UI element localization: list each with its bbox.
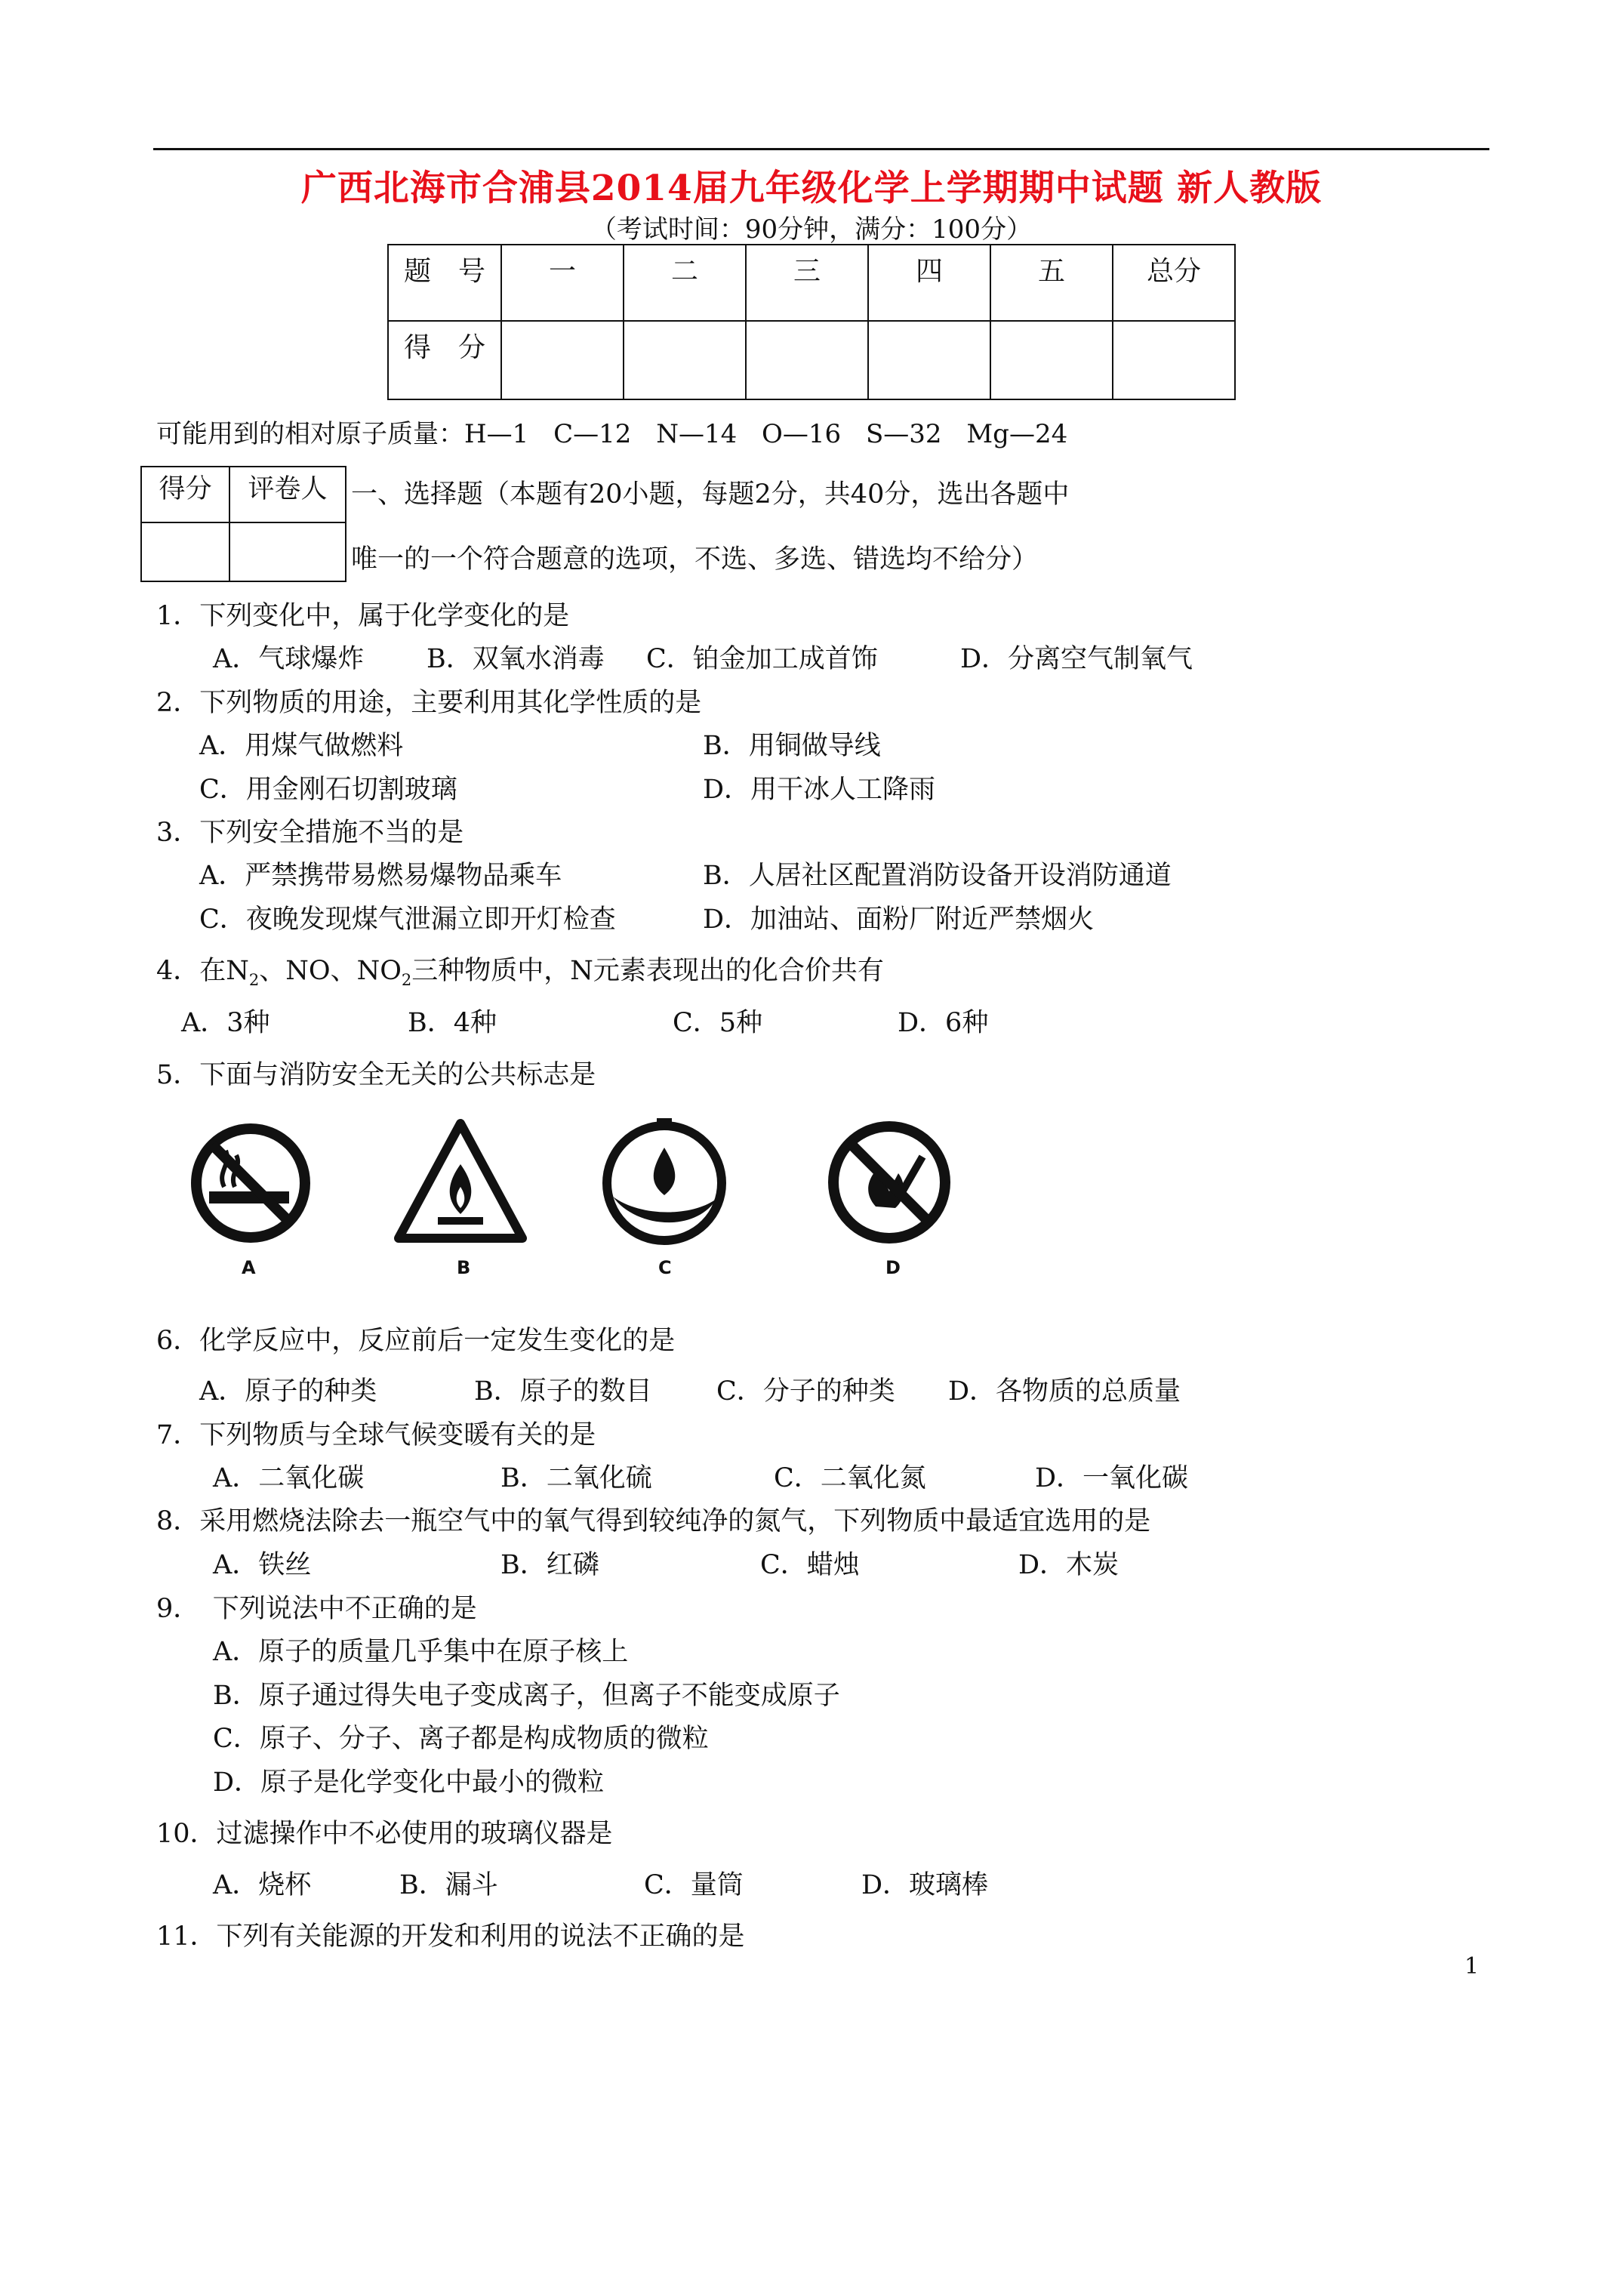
grader-table (140, 466, 346, 582)
grader-score-cell[interactable] (141, 522, 229, 581)
option-a[interactable]: A．3种 (181, 1008, 270, 1038)
option-b[interactable]: B．4种 (408, 1008, 497, 1038)
option-b[interactable]: B．原子通过得失电子变成离子，但离子不能变成原子 (213, 1681, 840, 1711)
option-b[interactable]: B．红磷 (500, 1550, 599, 1580)
question-stem: 10．过滤操作中不必使用的玻璃仪器是 (156, 1819, 613, 1849)
question-stem: 1．下列变化中，属于化学变化的是 (156, 601, 570, 631)
score-cell[interactable] (501, 321, 624, 399)
option-d[interactable]: D．一氧化碳 (1035, 1463, 1189, 1493)
option-b[interactable]: B．双氧水消毒 (427, 644, 605, 674)
question-stem: 4．在$N_2$、NO、$NO_2$三种物质中，N元素表现出的化合价共有 (156, 956, 884, 989)
exam-info: （考试时间：90分钟，满分：100分） (590, 214, 1033, 245)
option-c[interactable]: C．铂金加工成首饰 (646, 644, 878, 674)
score-table-header: 二 (624, 245, 746, 321)
atomic-mass-item: C—12 (553, 419, 632, 449)
flammable-warning-icon[interactable] (393, 1117, 528, 1250)
option-a[interactable]: A．气球爆炸 (213, 644, 365, 674)
option-b[interactable]: B．二氧化硫 (500, 1463, 652, 1493)
section-instructions: 唯一的一个符合题意的选项，不选、多选、错选均不给分） (351, 544, 1039, 575)
score-table-header: 一 (501, 245, 624, 321)
no-open-flame-icon[interactable] (823, 1116, 956, 1249)
score-table-header: 四 (868, 245, 990, 321)
option-b[interactable]: B．原子的数目 (474, 1376, 652, 1407)
option-c[interactable]: C．量筒 (644, 1870, 744, 1900)
question-stem: 2．下列物质的用途，主要利用其化学性质的是 (156, 688, 702, 718)
atomic-mass-item: O—16 (762, 419, 842, 449)
score-table-header: 题 号 (388, 245, 501, 321)
no-smoking-icon[interactable] (186, 1119, 315, 1247)
grader-name-cell[interactable] (229, 522, 346, 581)
question-stem: 6．化学反应中，反应前后一定发生变化的是 (156, 1326, 676, 1356)
question-stem: 9． 下列说法中不正确的是 (156, 1594, 477, 1624)
option-b[interactable]: B．漏斗 (399, 1870, 498, 1900)
atomic-mass-item: 可能用到的相对原子质量：H—1 (156, 419, 529, 449)
option-c[interactable]: C．5种 (673, 1008, 763, 1038)
score-table-header: 三 (746, 245, 868, 321)
option-d[interactable]: D．玻璃棒 (861, 1870, 989, 1900)
option-a[interactable]: A．严禁携带易燃易爆物品乘车 (199, 861, 562, 891)
atomic-mass-item: Mg—24 (966, 419, 1068, 449)
sign-label-b: B (457, 1257, 471, 1278)
option-c[interactable]: C．分子的种类 (716, 1376, 895, 1407)
score-cell[interactable] (868, 321, 990, 399)
option-a[interactable]: A．用煤气做燃料 (199, 731, 404, 761)
option-b[interactable]: B．用铜做导线 (703, 731, 881, 761)
score-cell[interactable] (990, 321, 1113, 399)
section-heading: 一、选择题（本题有20小题，每题2分，共40分，选出各题中 (351, 479, 1070, 510)
top-rule (153, 148, 1489, 150)
option-d[interactable]: D．用干冰人工降雨 (703, 775, 936, 805)
option-c[interactable]: C．原子、分子、离子都是构成物质的微粒 (213, 1724, 709, 1754)
option-d[interactable]: D．分离空气制氧气 (960, 644, 1193, 674)
option-d[interactable]: D．6种 (898, 1008, 989, 1038)
question-stem: 11．下列有关能源的开发和利用的说法不正确的是 (156, 1922, 745, 1952)
sign-label-a: A (242, 1257, 256, 1278)
option-a[interactable]: A．原子的种类 (199, 1376, 377, 1407)
option-d[interactable]: D．原子是化学变化中最小的微粒 (213, 1767, 605, 1798)
atomic-mass-item: S—32 (865, 419, 942, 449)
grader-score-label: 得分 (141, 467, 229, 522)
option-a[interactable]: A．铁丝 (213, 1550, 312, 1580)
score-cell[interactable] (624, 321, 746, 399)
option-a[interactable]: A．二氧化碳 (213, 1463, 365, 1493)
question-stem: 8．采用燃烧法除去一瓶空气中的氧气得到较纯净的氮气，下列物质中最适宜选用的是 (156, 1506, 1151, 1536)
sign-label-c: C (658, 1257, 672, 1278)
option-c[interactable]: C．用金刚石切割玻璃 (199, 775, 457, 805)
question-stem: 7．下列物质与全球气候变暖有关的是 (156, 1420, 596, 1450)
sign-label-d: D (885, 1257, 901, 1278)
score-table-header: 五 (990, 245, 1113, 321)
score-row-label: 得 分 (388, 321, 501, 399)
atomic-mass-line (156, 413, 1084, 450)
page-number: 1 (1464, 1953, 1480, 1980)
atomic-mass-item: N—14 (656, 419, 738, 449)
safety-signs (174, 1102, 1004, 1284)
option-c[interactable]: C．夜晚发现煤气泄漏立即开灯检查 (199, 905, 616, 935)
grader-name-label: 评卷人 (229, 467, 346, 522)
score-cell[interactable] (746, 321, 868, 399)
question-stem: 5．下面与消防安全无关的公共标志是 (156, 1060, 596, 1090)
option-d[interactable]: D．木炭 (1018, 1550, 1119, 1580)
page-title: 广西北海市合浦县2014届九年级化学上学期期中试题 新人教版 (300, 168, 1323, 209)
score-cell[interactable] (1113, 321, 1235, 399)
score-table (387, 244, 1236, 400)
option-a[interactable]: A．烧杯 (213, 1870, 312, 1900)
option-c[interactable]: C．二氧化氮 (774, 1463, 926, 1493)
option-d[interactable]: D．加油站、面粉厂附近严禁烟火 (703, 905, 1095, 935)
water-saving-icon[interactable] (596, 1114, 732, 1250)
option-c[interactable]: C．蜡烛 (760, 1550, 860, 1580)
score-table-header: 总分 (1113, 245, 1235, 321)
question-stem: 3．下列安全措施不当的是 (156, 818, 464, 848)
option-b[interactable]: B．人居社区配置消防设备开设消防通道 (703, 861, 1172, 891)
option-d[interactable]: D．各物质的总质量 (948, 1376, 1181, 1407)
option-a[interactable]: A．原子的质量几乎集中在原子核上 (213, 1637, 629, 1667)
